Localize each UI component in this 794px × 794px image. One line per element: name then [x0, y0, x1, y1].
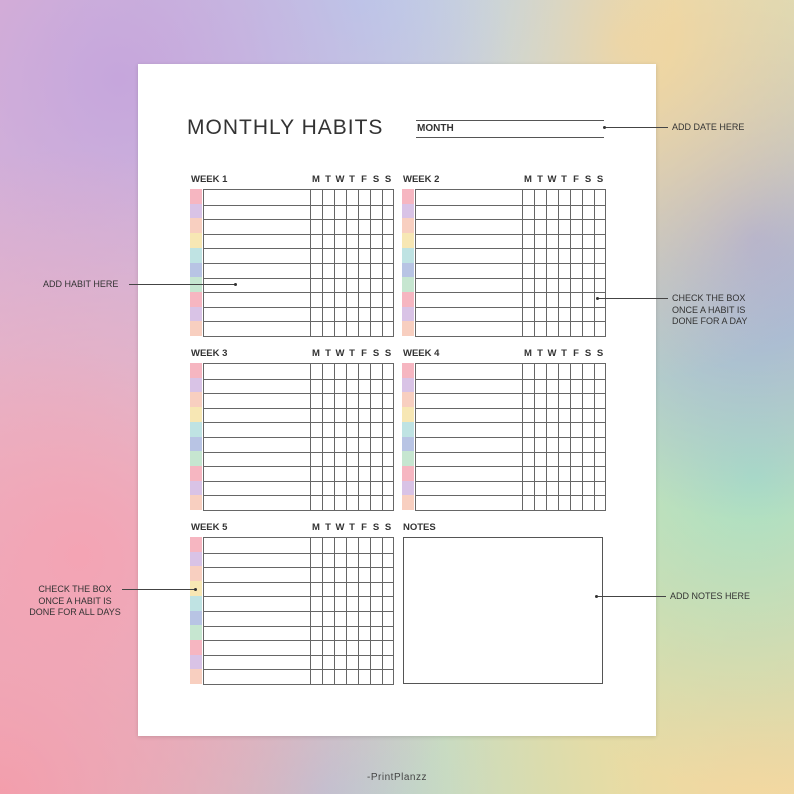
day-column-line [534, 364, 535, 510]
day-column-line [358, 538, 359, 684]
habit-swatch [402, 204, 414, 219]
habit-swatch [190, 292, 202, 307]
day-column-line [310, 538, 311, 684]
habit-swatch [190, 307, 202, 322]
habit-grid[interactable] [203, 537, 394, 685]
day-column-line [358, 190, 359, 336]
add-notes-arrow [596, 596, 666, 597]
month-line-top [416, 120, 604, 121]
habit-row-line [204, 452, 393, 453]
habit-swatch [190, 248, 202, 263]
week-5-days: M T W T F S S [312, 522, 392, 533]
day-column-line [346, 364, 347, 510]
habit-swatch [190, 596, 202, 611]
habit-swatch [402, 233, 414, 248]
habit-color-swatches [190, 363, 202, 510]
habit-swatch [402, 307, 414, 322]
add-date-arrow [604, 127, 668, 128]
habit-row-line [204, 205, 393, 206]
day-column-line [322, 538, 323, 684]
habit-swatch [402, 451, 414, 466]
habit-swatch [190, 466, 202, 481]
day-column-line [370, 364, 371, 510]
habit-swatch [402, 437, 414, 452]
habit-row-line [416, 437, 605, 438]
notes-label: NOTES [403, 522, 436, 533]
habit-row-line [416, 408, 605, 409]
habit-swatch [402, 248, 414, 263]
habit-row-line [416, 248, 605, 249]
habit-row-line [416, 481, 605, 482]
habit-row-line [204, 655, 393, 656]
day-column-line [334, 364, 335, 510]
check-day-arrow [597, 298, 668, 299]
month-label: MONTH [417, 123, 454, 134]
habit-swatch [190, 481, 202, 496]
week-2-label: WEEK 2 [403, 174, 440, 185]
day-column-line [382, 538, 383, 684]
day-column-line [534, 190, 535, 336]
day-column-line [346, 538, 347, 684]
day-column-line [322, 190, 323, 336]
habit-row-line [204, 408, 393, 409]
notes-box[interactable] [403, 537, 603, 684]
day-column-line [334, 190, 335, 336]
week-1-label: WEEK 1 [191, 174, 228, 185]
habit-row-line [204, 422, 393, 423]
habit-swatch [402, 495, 414, 510]
habit-row-line [204, 553, 393, 554]
habit-swatch [190, 611, 202, 626]
habit-swatch [190, 378, 202, 393]
day-column-line [382, 190, 383, 336]
day-column-line [358, 364, 359, 510]
check-all-arrow [122, 589, 196, 590]
week-4-days: M T W T F S S [524, 348, 604, 359]
day-column-line [570, 364, 571, 510]
habit-swatch [190, 189, 202, 204]
habit-swatch [402, 292, 414, 307]
habit-row-line [416, 307, 605, 308]
habit-row-line [416, 393, 605, 394]
habit-row-line [416, 263, 605, 264]
week-3-label: WEEK 3 [191, 348, 228, 359]
day-column-line [322, 364, 323, 510]
add-notes-annotation: ADD NOTES HERE [670, 591, 751, 601]
habit-swatch [402, 466, 414, 481]
day-column-line [546, 364, 547, 510]
habit-swatch [402, 218, 414, 233]
habit-row-line [416, 219, 605, 220]
habit-swatch [190, 233, 202, 248]
habit-row-line [204, 437, 393, 438]
add-habit-arrow [129, 284, 236, 285]
habit-row-line [416, 292, 605, 293]
add-date-annotation: ADD DATE HERE [672, 122, 745, 132]
check-all-annotation: CHECK THE BOX ONCE A HABIT IS DONE FOR ALL DAYS [29, 584, 121, 617]
habit-row-line [204, 495, 393, 496]
habit-grid[interactable] [203, 189, 394, 337]
habit-row-line [204, 248, 393, 249]
habit-row-line [204, 611, 393, 612]
habit-swatch [190, 422, 202, 437]
habit-row-line [416, 466, 605, 467]
day-column-line [370, 190, 371, 336]
day-column-line [558, 364, 559, 510]
habit-color-swatches [402, 189, 414, 336]
habit-swatch [402, 263, 414, 278]
habit-row-line [204, 669, 393, 670]
habit-row-line [204, 567, 393, 568]
habit-grid[interactable] [415, 363, 606, 511]
week-5-label: WEEK 5 [191, 522, 228, 533]
habit-swatch [402, 189, 414, 204]
week-3-days: M T W T F S S [312, 348, 392, 359]
habit-row-line [204, 278, 393, 279]
habit-swatch [402, 378, 414, 393]
habit-swatch [190, 537, 202, 552]
habit-grid[interactable] [203, 363, 394, 511]
habit-row-line [204, 219, 393, 220]
habit-row-line [204, 640, 393, 641]
habit-row-line [204, 263, 393, 264]
habit-swatch [190, 204, 202, 219]
week-5-tracker[interactable] [190, 537, 393, 684]
day-column-line [594, 364, 595, 510]
week-3-tracker[interactable] [190, 363, 393, 510]
habit-color-swatches [190, 537, 202, 684]
habit-swatch [402, 481, 414, 496]
habit-swatch [190, 407, 202, 422]
habit-swatch [190, 451, 202, 466]
day-column-line [370, 538, 371, 684]
habit-swatch [190, 655, 202, 670]
habit-row-line [204, 596, 393, 597]
day-column-line [310, 364, 311, 510]
habit-swatch [190, 669, 202, 684]
habit-row-line [204, 379, 393, 380]
habit-swatch [190, 392, 202, 407]
habit-row-line [204, 582, 393, 583]
habit-swatch [190, 640, 202, 655]
day-column-line [522, 190, 523, 336]
brand-footer: -PrintPlanzz [367, 772, 427, 783]
habit-swatch [190, 495, 202, 510]
habit-row-line [416, 422, 605, 423]
habit-row-line [416, 205, 605, 206]
habit-row-line [416, 234, 605, 235]
habit-swatch [402, 321, 414, 336]
habit-row-line [416, 452, 605, 453]
day-column-line [346, 190, 347, 336]
day-column-line [334, 538, 335, 684]
habit-swatch [190, 552, 202, 567]
habit-row-line [204, 466, 393, 467]
day-column-line [570, 190, 571, 336]
habit-swatch [402, 363, 414, 378]
day-column-line [382, 364, 383, 510]
page-title: MONTHLY HABITS [187, 116, 384, 139]
habit-swatch [190, 566, 202, 581]
habit-row-line [204, 626, 393, 627]
habit-row-line [416, 379, 605, 380]
day-column-line [546, 190, 547, 336]
day-column-line [582, 190, 583, 336]
week-4-label: WEEK 4 [403, 348, 440, 359]
week-2-days: M T W T F S S [524, 174, 604, 185]
habit-row-line [416, 495, 605, 496]
habit-swatch [190, 218, 202, 233]
habit-color-swatches [190, 189, 202, 336]
day-column-line [594, 190, 595, 336]
habit-swatch [190, 363, 202, 378]
habit-row-line [204, 292, 393, 293]
add-habit-annotation: ADD HABIT HERE [43, 279, 119, 289]
day-column-line [522, 364, 523, 510]
habit-color-swatches [402, 363, 414, 510]
check-day-annotation: CHECK THE BOX ONCE A HABIT IS DONE FOR A DAY [672, 293, 748, 326]
week-1-tracker[interactable] [190, 189, 393, 336]
day-column-line [310, 190, 311, 336]
habit-row-line [416, 278, 605, 279]
habit-row-line [204, 234, 393, 235]
habit-row-line [204, 307, 393, 308]
habit-row-line [204, 393, 393, 394]
week-2-tracker[interactable] [402, 189, 605, 336]
habit-grid[interactable] [415, 189, 606, 337]
habit-swatch [402, 277, 414, 292]
habit-swatch [190, 321, 202, 336]
habit-row-line [204, 481, 393, 482]
month-input-line[interactable] [416, 137, 604, 138]
habit-swatch [402, 407, 414, 422]
habit-swatch [190, 437, 202, 452]
habit-swatch [402, 392, 414, 407]
week-1-days: M T W T F S S [312, 174, 392, 185]
day-column-line [582, 364, 583, 510]
habit-swatch [190, 625, 202, 640]
habit-swatch [402, 422, 414, 437]
day-column-line [558, 190, 559, 336]
week-4-tracker[interactable] [402, 363, 605, 510]
habit-swatch [190, 263, 202, 278]
habit-row-line [204, 321, 393, 322]
habit-row-line [416, 321, 605, 322]
